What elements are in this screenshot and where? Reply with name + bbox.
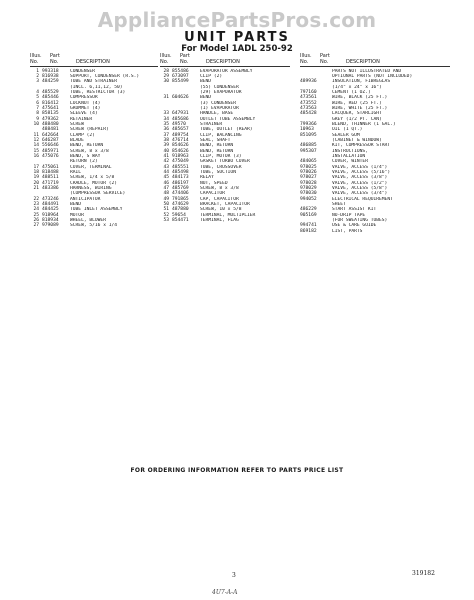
illus-no: 29 [163, 73, 169, 79]
illus-no: 27 [33, 223, 39, 229]
part-description: TERMINAL, MULTIPLIER [200, 212, 256, 218]
part-number: 994052 [300, 196, 317, 202]
part-description: VALVE, ACCESS (1/4") [332, 164, 388, 170]
part-number: 978030 [300, 191, 317, 197]
part-number: 484173 [172, 175, 189, 181]
part-number: 483386 [42, 186, 59, 192]
part-number: 485428 [300, 111, 317, 117]
part-number: 816938 [42, 73, 59, 79]
parts-list [300, 69, 450, 235]
parts-column-2 [160, 54, 290, 223]
part-description: RETAINER [70, 116, 93, 122]
part-description: BEND, RETURN [200, 148, 234, 154]
part-description: SCREW, 5/16 x 1/4 [70, 223, 118, 229]
part-description: OUTLET TUBE ASSEMBLY [200, 116, 256, 122]
header-illus: Illus. [160, 53, 172, 59]
part-description: VALVE, ACCESS (5/16") [332, 170, 391, 176]
illus-no: 53 [163, 218, 169, 224]
part-number: 978026 [300, 170, 317, 176]
part-number: 486885 [300, 143, 317, 149]
part-description: (FOR SWEATING TUBES) [332, 218, 388, 224]
illus-no: 9 [36, 116, 39, 122]
part-number: 993318 [42, 68, 59, 74]
part-description: SCREW [70, 121, 84, 127]
part-description: TUBE AND STRAINER [70, 79, 118, 85]
header-illus: Illus. [30, 53, 42, 59]
watermark: AppliancePartsPros.com [97, 8, 377, 32]
illus-no: 6 [36, 100, 39, 106]
page-number: 3 [232, 572, 236, 579]
part-number: 485529 [42, 89, 59, 95]
part-description: TERMINAL, FLAG [200, 218, 239, 224]
illus-no: 47 [163, 186, 169, 192]
part-number: 978028 [300, 180, 317, 186]
part-number: 978027 [300, 175, 317, 181]
parts-column-3 [300, 54, 450, 234]
illus-no: 44 [163, 170, 169, 176]
part-description: CLAMP (2) [70, 132, 95, 138]
part-number: 604626 [172, 95, 189, 101]
handwritten-note: 4U7-A-A [212, 589, 238, 596]
illus-no: 5 [36, 95, 39, 101]
part-description: STRAINER [200, 121, 223, 127]
part-number: 473552 [300, 100, 317, 106]
part-number: 485686 [172, 116, 189, 122]
illus-no: 37 [163, 132, 169, 138]
header-part-no: No. [180, 58, 189, 65]
part-number: 918964 [42, 212, 59, 218]
part-number: 49570 [172, 121, 186, 127]
header-part: Part [320, 53, 330, 59]
part-number: 647931 [172, 111, 189, 117]
part-number: 486197 [172, 180, 189, 186]
part-number: 485446 [42, 95, 59, 101]
part-description: GREY (1/2 PT. CAN) [332, 116, 382, 122]
part-description: (29) EVAPORATOR [200, 89, 242, 95]
column-header-bottom [160, 60, 290, 68]
part-row [160, 218, 290, 223]
part-description: (INCL. 6,11,12, 50) [70, 84, 123, 90]
illus-no: 45 [163, 175, 169, 181]
illus-no: 17 [33, 164, 39, 170]
part-number: 485971 [42, 148, 59, 154]
illus-no: 31 [163, 95, 169, 101]
part-number: 487880 [172, 207, 189, 213]
part-number: 797160 [300, 89, 317, 95]
illus-no: 12 [33, 137, 39, 143]
part-description: TUBE, SUCTION [200, 170, 236, 176]
part-number: 485498 [172, 170, 189, 176]
part-description: NUT, SPEED [200, 180, 228, 186]
part-number: 488511 [42, 175, 59, 181]
part-description: WIRE, BLACK (25 FT.) [332, 95, 388, 101]
column-header-bottom [300, 60, 450, 68]
part-description: GROMMET (4) [70, 105, 101, 111]
illus-no: 20 [33, 180, 39, 186]
part-number: 59654 [172, 212, 186, 218]
part-number: 869182 [300, 228, 317, 234]
illus-no: 28 [163, 68, 169, 74]
part-number: 488481 [42, 127, 59, 133]
part-number: 10963 [300, 127, 314, 133]
ordering-footer: FOR ORDERING INFORMATION REFER TO PARTS PRICE LIST [130, 467, 344, 474]
part-description: SCREW, 8 x 3/8 [70, 148, 109, 154]
illus-no: 50 [163, 202, 169, 208]
part-description: WHEEL, BLOWER [70, 218, 106, 224]
part-description: (1/4" x 24" x 16") [332, 84, 382, 90]
illus-no: 49 [163, 196, 169, 202]
illus-no: 4 [36, 89, 39, 95]
part-description: VALVE, ACCESS (1/2") [332, 180, 388, 186]
part-description: SUPPORT, CONDENSER (R.S.) [70, 73, 140, 79]
illus-no: 41 [163, 154, 169, 159]
part-description: HARNESS, WIRING [70, 186, 112, 192]
part-description: MOTOR [70, 212, 84, 218]
part-description: COVER, TERMINAL [70, 164, 112, 170]
part-number: 488480 [42, 121, 59, 127]
part-description: SCREW, 10 x 5/8 [200, 207, 242, 213]
illus-no: 8 [36, 111, 39, 117]
part-number: 855486 [172, 68, 189, 74]
illus-no: 14 [33, 143, 39, 149]
illus-no: 36 [163, 127, 169, 133]
part-description: SCREW, 1/4 x 5/8 [70, 175, 115, 181]
document-number: 319182 [412, 570, 435, 577]
part-description: PARTS NOT ILLUSTRATED AND [332, 68, 402, 74]
part-row [30, 223, 158, 228]
illus-no: 34 [163, 116, 169, 122]
part-description: BLEND, THINNER (1 GAL.) [332, 121, 396, 127]
part-number: 484259 [42, 79, 59, 85]
illus-no: 7 [36, 105, 39, 111]
illus-no: 3 [36, 79, 39, 85]
part-number: 475641 [42, 105, 59, 111]
part-number: 475061 [42, 164, 59, 170]
illus-no: 15 [33, 148, 39, 154]
part-description: (3) CONDENSER [200, 100, 236, 106]
part-description: SEAL, SHAFT [200, 137, 231, 143]
part-description: BEND [200, 95, 212, 101]
header-part-no: No. [320, 58, 329, 65]
illus-no: 26 [33, 218, 39, 224]
header-description: DESCRIPTION [206, 58, 240, 65]
part-description: CLIP, BALANCING [200, 132, 242, 138]
part-description: CEMENT (1 OZ.) [332, 89, 371, 95]
part-number: 799366 [300, 121, 317, 127]
header-illus: Illus. [300, 53, 312, 59]
header-description: DESCRIPTION [346, 58, 380, 65]
illus-no: 23 [33, 202, 39, 208]
header-part: Part [180, 53, 190, 59]
part-number: 642664 [42, 132, 59, 138]
illus-no: 52 [163, 212, 169, 218]
page-subtitle: For Model 1ADL 250-92 [181, 44, 293, 54]
illus-no: 10 [33, 121, 39, 127]
part-description: BEND, S WAY [70, 154, 101, 159]
part-description: NO-DRIP TAPE [332, 212, 366, 218]
part-number: 556646 [42, 143, 59, 149]
part-description: LACQUER, STARLIGHT [332, 111, 382, 117]
illus-no: 24 [33, 207, 39, 213]
part-number: 905169 [300, 212, 317, 218]
part-description: USE & CARE GUIDE [332, 223, 377, 229]
part-number: 978029 [300, 186, 317, 192]
part-number: 979089 [42, 223, 59, 229]
header-part: Part [50, 53, 60, 59]
part-description: BEND, RETURN [70, 143, 104, 149]
part-description: LIST, PARTS [332, 228, 363, 234]
part-description: (COMPRESSOR SERVICE) [70, 191, 126, 197]
illus-no: 25 [33, 212, 39, 218]
part-number: 995307 [300, 148, 317, 154]
part-description: KIT, COMPRESSOR START [332, 143, 391, 149]
part-description: CLIP (2) [200, 73, 223, 79]
part-number: 484065 [300, 159, 317, 165]
part-description: BEND [70, 202, 82, 208]
part-number: 473563 [300, 105, 317, 111]
part-number: 854626 [172, 143, 189, 149]
illus-no: 39 [163, 143, 169, 149]
part-description: START ASSIST KIT [332, 207, 377, 213]
part-number: 473561 [300, 95, 317, 101]
part-description: INSTALLATION [332, 154, 366, 159]
part-number: 854471 [172, 218, 189, 224]
part-description: (CABINET & WINDOW) [332, 137, 382, 143]
part-number: 474629 [172, 202, 189, 208]
part-description: (1) EVAPORATOR [200, 105, 239, 111]
part-number: 646287 [42, 137, 59, 143]
part-number: 673097 [172, 73, 189, 79]
part-description: ELECTRICAL REQUIREMENT [332, 196, 393, 202]
part-number: 475049 [172, 159, 189, 165]
part-description: CAPACITOR [200, 191, 225, 197]
part-number: 854626 [172, 148, 189, 154]
illus-no: 40 [163, 148, 169, 154]
part-number: 489754 [172, 132, 189, 138]
part-description: VALVE, ACCESS (3/8") [332, 175, 388, 181]
part-description: SCREW, 8 x 3/8 [200, 186, 239, 192]
part-description: CAP, CAPACITOR [200, 196, 239, 202]
part-number: 818934 [42, 218, 59, 224]
part-description: VALVE, ACCESS (5/8") [332, 186, 388, 192]
part-number: 484425 [42, 207, 59, 213]
illus-no: 21 [33, 186, 39, 192]
illus-no: 30 [163, 79, 169, 85]
illus-no: 11 [33, 132, 39, 138]
part-number: 485657 [172, 127, 189, 133]
part-number: 791865 [172, 196, 189, 202]
part-description: TUBE INLET ASSEMBLY [70, 207, 123, 213]
part-description: TUBE, CROSSOVER [200, 164, 242, 170]
part-description: BRACKET, CAPACITOR [200, 202, 250, 208]
part-number: 486229 [300, 207, 317, 213]
part-description: OPTIONAL PARTS (NOT INCLUDED) [332, 73, 413, 79]
header-no: No. [300, 58, 309, 65]
part-description: RAIL [70, 170, 82, 176]
part-description: BLADE [70, 137, 84, 143]
illus-no: 46 [163, 180, 169, 186]
parts-list [160, 69, 290, 224]
part-number: 471719 [42, 180, 59, 186]
illus-no: 43 [163, 164, 169, 170]
part-number: 918963 [172, 154, 189, 159]
part-number: 855499 [172, 79, 189, 85]
header-no: No. [30, 58, 39, 65]
part-description: TUBE, RESTRICTOR (3) [70, 89, 126, 95]
part-description: INSTRUCTIONS, [332, 148, 368, 154]
part-description: EVAPORATOR ASSEMBLY [200, 68, 253, 74]
illus-no: 16 [33, 154, 39, 159]
page-title: UNIT PARTS [184, 30, 290, 45]
part-description: RELAY [200, 175, 214, 181]
part-number: 475076 [42, 154, 59, 159]
illus-no: 35 [163, 121, 169, 127]
illus-no: 1 [36, 68, 39, 74]
part-number: 978025 [300, 164, 317, 170]
part-description: CLIP, MOTOR (3) [200, 154, 242, 159]
part-description: CRADLE, MOTOR (2) [70, 180, 118, 186]
header-no: No. [160, 58, 169, 65]
illus-no: 33 [163, 111, 169, 117]
part-description: OIL (1 QT.) [332, 127, 363, 133]
part-description: GASKET TURBO COVER [200, 159, 250, 165]
illus-no: 18 [33, 170, 39, 176]
parts-column-1 [30, 54, 158, 229]
part-number: 473246 [42, 196, 59, 202]
illus-no: 19 [33, 175, 39, 181]
part-description: VALVE, ACCESS (3/4") [332, 191, 388, 197]
part-description: INSULATION, FIBREGLAS [332, 79, 391, 85]
column-header-bottom [30, 60, 158, 68]
illus-no: 48 [163, 191, 169, 197]
part-number: 479362 [42, 116, 59, 122]
part-description: WIRE, WHITE (25 FT.) [332, 105, 388, 111]
part-description: WIRE, RED (25 FT.) [332, 100, 382, 106]
part-description: SHEET [332, 202, 346, 208]
part-number: 489936 [300, 79, 317, 85]
part-description: CONDENSER [70, 68, 95, 74]
part-description: RETURN (2) [70, 159, 98, 165]
part-description: COVER, WINTER [332, 159, 368, 165]
part-description: BEND [200, 79, 212, 85]
part-description: ANTICIPATOR [70, 196, 101, 202]
part-description: (55) CONDENSER [200, 84, 239, 90]
part-description: SCREW (REPAIR) [70, 127, 109, 133]
part-description: SLEEVE (4) [70, 111, 98, 117]
illus-no: 51 [163, 207, 169, 213]
header-part-no: No. [50, 58, 59, 65]
part-description: LOCKNUT (4) [70, 100, 101, 106]
part-number: 851095 [300, 132, 317, 138]
part-number: 485551 [172, 164, 189, 170]
part-number: 485769 [172, 186, 189, 192]
part-number: 818488 [42, 170, 59, 176]
part-row [300, 229, 450, 234]
part-number: 858135 [42, 111, 59, 117]
part-description: COMPRESSOR [70, 95, 98, 101]
part-description: TUBE, OUTLET (REAR) [200, 127, 253, 133]
parts-list [30, 69, 158, 229]
part-number: 994741 [300, 223, 317, 229]
part-description: SEALER GUM [332, 132, 360, 138]
illus-no: 42 [163, 159, 169, 165]
illus-no: 2 [36, 73, 39, 79]
illus-no: 22 [33, 196, 39, 202]
header-description: DESCRIPTION [76, 58, 110, 65]
part-description: BEND, RETURN [200, 143, 234, 149]
part-number: 476714 [172, 137, 189, 143]
part-number: 816412 [42, 100, 59, 106]
part-number: 484491 [42, 202, 59, 208]
part-description: HANDLE, BASE [200, 111, 234, 117]
part-number: 474406 [172, 191, 189, 197]
illus-no: 38 [163, 137, 169, 143]
